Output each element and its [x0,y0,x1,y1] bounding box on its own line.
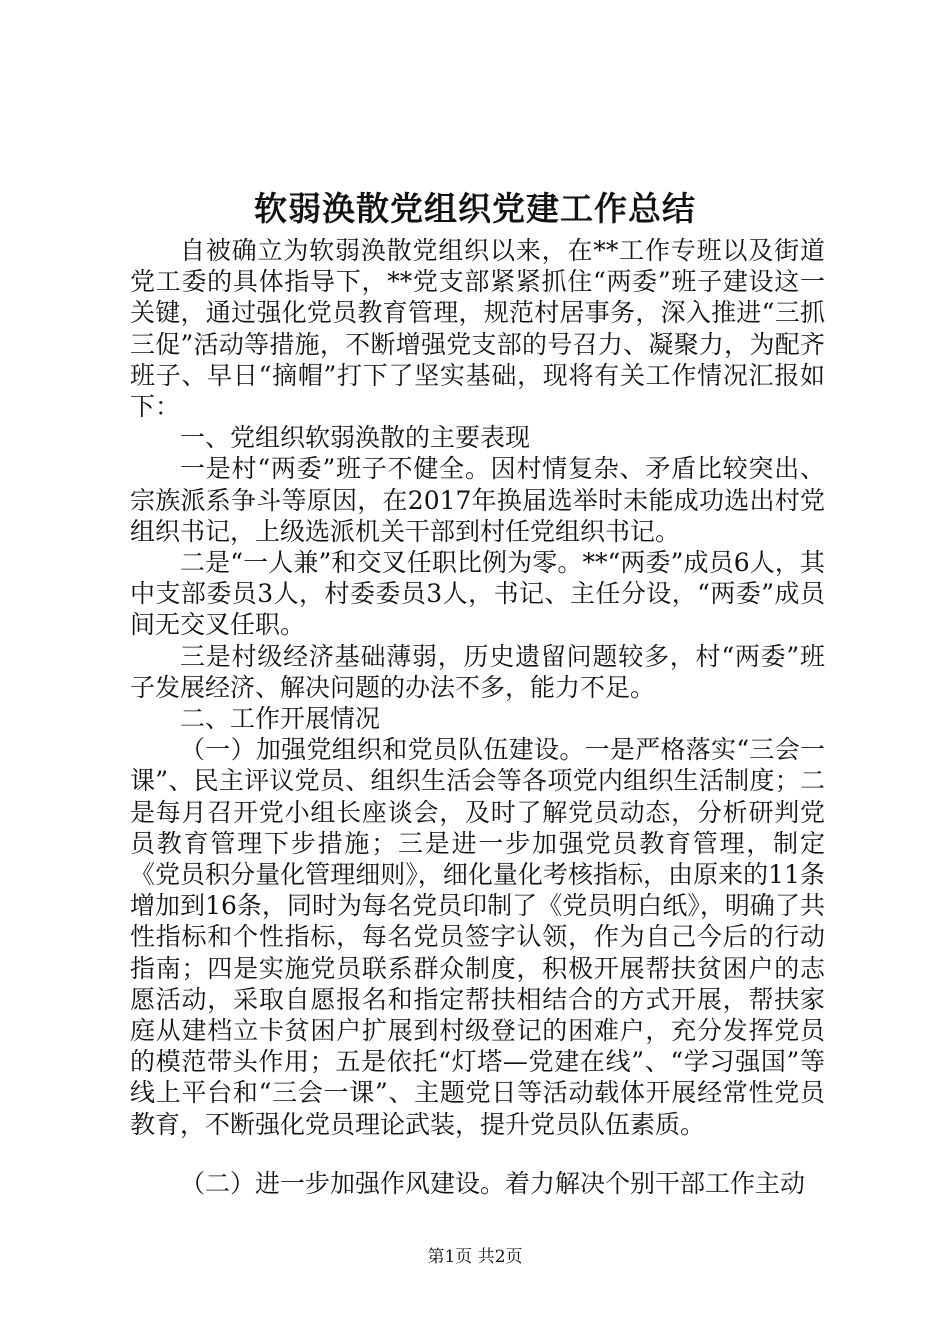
body-paragraph: （二）进一步加强作风建设。着力解决个别干部工作主动 [180,1168,806,1198]
body-paragraph: 一是村“两委”班子不健全。因村情复杂、矛盾比较突出、宗族派系争斗等原因，在2017年换届选举时未能成功选出村党组织书记，上级选派机关干部到村任党组织书记。 [130,454,825,546]
section-heading-1: 一、党组织软弱涣散的主要表现 [180,423,531,453]
body-paragraph: 二是“一人兼”和交叉任职比例为零。**“两委”成员6人，其中支部委员3人，村委委员3人，书记、主任分设，“两委”成员间无交叉任职。 [130,548,825,640]
intro-paragraph: 自被确立为软弱涣散党组织以来，在**工作专班以及街道党工委的具体指导下，**党支部紧紧抓住“两委”班子建设这一关键，通过强化党员教育管理，规范村居事务，深入推进“三抓三促”活动等措施，不断增强党支部的号召力、凝聚力，为配齐班子、早日“摘帽”打下了坚实基础，现将有关工作情况汇报如下： [130,236,825,422]
section-heading-2: 二、工作开展情况 [180,704,381,734]
document-title: 软弱涣散党组织党建工作总结 [254,189,696,228]
page-footer: 第1页 共2页 [427,1247,523,1267]
body-paragraph: （一）加强党组织和党员队伍建设。一是严格落实“三会一课”、民主评议党员、组织生活会等各项党内组织生活制度；二是每月召开党小组长座谈会，及时了解党员动态，分析研判党员教育管理下步措施；三是进一步加强党员教育管理，制定《党员积分量化管理细则》，细化量化考核指标，由原来的11条增加到16条，同时为每名党员印制了《党员明白纸》，明确了共性指标和个性指标，每名党员签字认领，作为自己今后的行动指南；四是实施党员联系群众制度，积极开展帮扶贫困户的志愿活动，采取自愿报名和指定帮扶相结合的方式开展，帮扶家庭从建档立卡贫困户扩展到村级登记的困难户，充分发挥党员的模范带头作用；五是依托“灯塔—党建在线”、“学习强国”等线上平台和“三会一课”、主题党日等活动载体开展经常性党员教育，不断强化党员理论武装，提升党员队伍素质。 [130,735,825,1139]
body-paragraph: 三是村级经济基础薄弱，历史遗留问题较多，村“两委”班子发展经济、解决问题的办法不多，能力不足。 [130,641,825,702]
document-body [130,235,825,1199]
